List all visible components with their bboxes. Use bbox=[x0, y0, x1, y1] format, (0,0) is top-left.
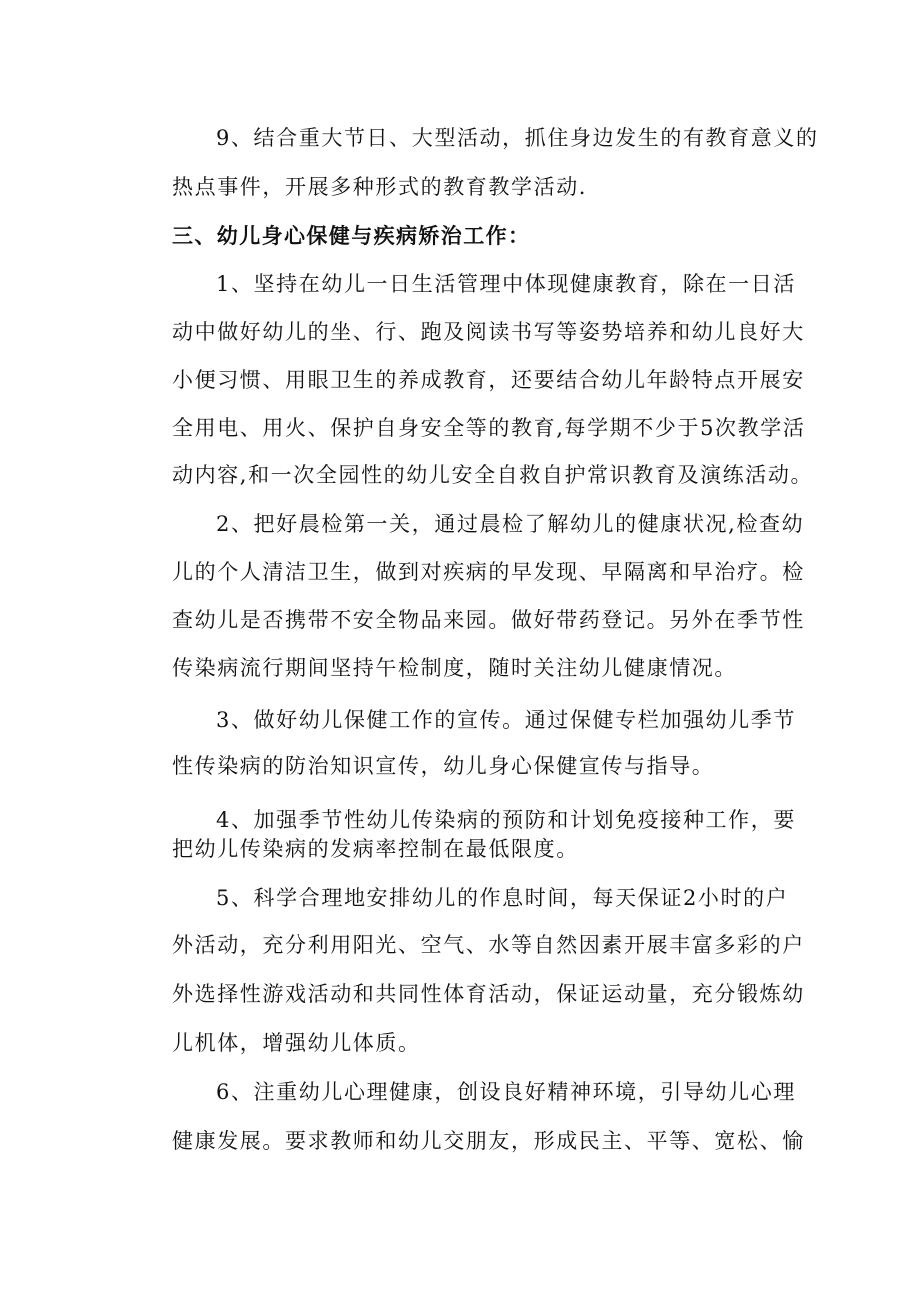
paragraph-1-line-5: 动内容,和一次全园性的幼儿安全自救自护常识教育及演练活动。 bbox=[172, 463, 814, 487]
paragraph-5-line-2: 外活动，充分利用阳光、空气、水等自然因素开展丰富多彩的户 bbox=[172, 933, 805, 957]
paragraph-9-line-2: 热点事件，开展多种形式的教育教学活动. bbox=[172, 175, 588, 199]
paragraph-1-line-2: 动中做好幼儿的坐、行、跑及阅读书写等姿势培养和幼儿良好大 bbox=[172, 320, 805, 344]
paragraph-1-line-1: 1、坚持在幼儿一日生活管理中体现健康教育，除在一日活 bbox=[216, 272, 796, 296]
paragraph-3-line-2: 性传染病的防治知识宣传，幼儿身心保健宣传与指导。 bbox=[172, 754, 715, 778]
paragraph-5-line-4: 儿机体，增强幼儿体质。 bbox=[172, 1031, 421, 1055]
paragraph-3-line-1: 3、做好幼儿保健工作的宣传。通过保健专栏加强幼儿季节 bbox=[216, 708, 796, 732]
paragraph-9-line-1: 9、结合重大节日、大型活动，抓住身边发生的有教育意义的 bbox=[216, 126, 819, 150]
paragraph-5-line-1: 5、科学合理地安排幼儿的作息时间，每天保证2小时的户 bbox=[216, 886, 789, 910]
paragraph-6-line-1: 6、注重幼儿心理健康，创设良好精神环境，引导幼儿心理 bbox=[216, 1080, 796, 1104]
paragraph-6-line-2: 健康发展。要求教师和幼儿交朋友，形成民主、平等、宽松、愉 bbox=[172, 1129, 805, 1153]
paragraph-2-line-3: 查幼儿是否携带不安全物品来园。做好带药登记。另外在季节性 bbox=[172, 608, 805, 632]
paragraph-5-line-3: 外选择性游戏活动和共同性体育活动，保证运动量，充分锻炼幼 bbox=[172, 982, 805, 1006]
paragraph-1-line-4: 全用电、用火、保护自身安全等的教育,每学期不少于5次教学活 bbox=[172, 416, 806, 440]
paragraph-2-line-1: 2、把好晨检第一关，通过晨检了解幼儿的健康状况,检查幼 bbox=[216, 512, 805, 536]
paragraph-4-line-2: 把幼儿传染病的发病率控制在最低限度。 bbox=[172, 837, 579, 861]
paragraph-2-line-2: 儿的个人清洁卫生，做到对疾病的早发现、早隔离和早治疗。检 bbox=[172, 560, 805, 584]
paragraph-4-line-1: 4、加强季节性幼儿传染病的预防和计划免疫接种工作，要 bbox=[216, 808, 796, 832]
paragraph-2-line-4: 传染病流行期间坚持午检制度，随时关注幼儿健康情况。 bbox=[172, 656, 737, 680]
paragraph-1-line-3: 小便习惯、用眼卫生的养成教育，还要结合幼儿年龄特点开展安 bbox=[172, 368, 805, 392]
section-heading-3: 三、幼儿身心保健与疾病矫治工作： bbox=[172, 224, 531, 248]
